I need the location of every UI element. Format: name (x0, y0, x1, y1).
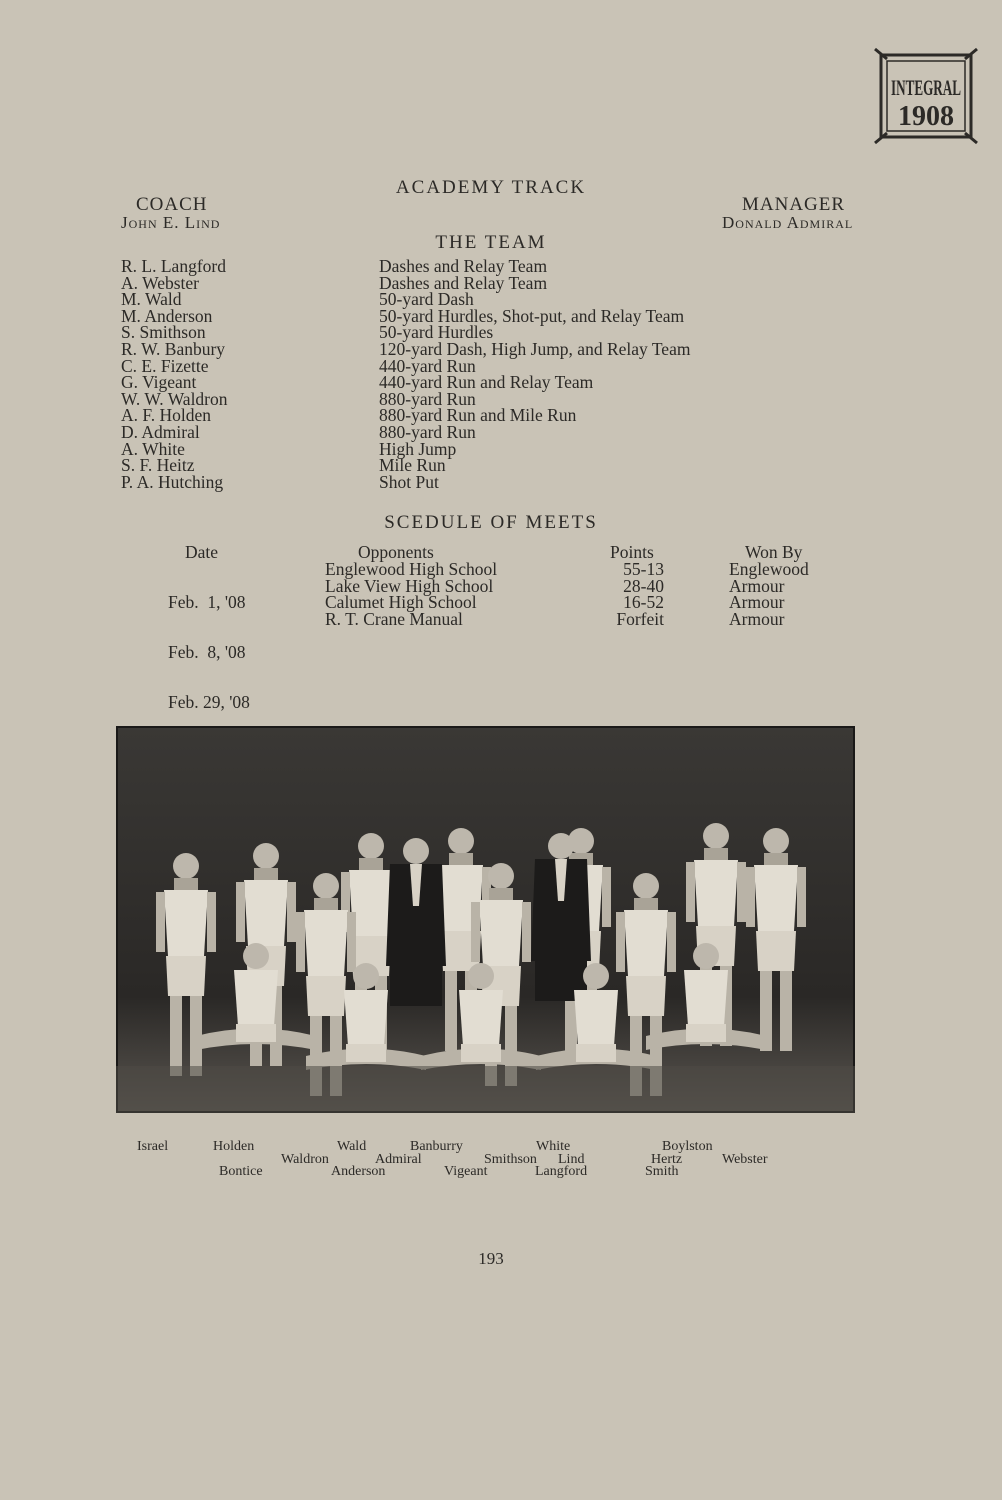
page-heading: ACADEMY TRACK (395, 177, 587, 198)
schedule-winner: Armour (729, 575, 785, 596)
team-member-event: 880-yard Run (379, 388, 476, 409)
schedule-date: Feb. 29, '08 (168, 691, 250, 712)
team-member-event: Dashes and Relay Team (379, 272, 548, 293)
team-photograph (116, 726, 855, 1113)
caption-name: Banburry (410, 1139, 463, 1154)
team-member-name: A. F. Holden (121, 405, 211, 426)
caption-name: Boylston (662, 1139, 713, 1154)
manager-label: MANAGER (742, 194, 846, 215)
team-names-column (121, 258, 228, 490)
caption-name: Langford (535, 1164, 588, 1179)
team-member-name: A. Webster (121, 272, 199, 293)
caption-name: Lind (558, 1152, 585, 1167)
team-member-name: R. L. Langford (121, 256, 226, 276)
team-member-event: High Jump (379, 438, 457, 459)
team-member-name: S. Smithson (121, 322, 206, 343)
schedule-winner-column (729, 561, 809, 627)
integral-1908-logo (873, 47, 979, 145)
schedule-points: 16-52 (623, 592, 664, 613)
caption-name: Admiral (375, 1152, 422, 1167)
caption-name: Bontice (219, 1164, 263, 1179)
team-member-event: Dashes and Relay Team (379, 256, 548, 276)
caption-name: Wald (337, 1139, 367, 1154)
team-member-name: A. White (121, 438, 185, 459)
team-member-name: W. W. Waldron (121, 388, 228, 409)
team-member-name: G. Vigeant (121, 372, 197, 393)
team-member-event: 50-yard Hurdles, Shot-put, and Relay Team (379, 305, 685, 326)
team-member-name: M. Anderson (121, 305, 213, 326)
team-member-event: 440-yard Run (379, 355, 476, 376)
team-member-event: Shot Put (379, 471, 439, 492)
coach-label: COACH (136, 194, 208, 215)
schedule-header-date: Date (185, 542, 219, 562)
schedule-date: Feb. 8, '08 (168, 641, 246, 662)
schedule-points: 28-40 (623, 575, 664, 596)
logo-line2: 1908 (898, 101, 954, 132)
team-member-name: R. W. Banbury (121, 338, 226, 359)
schedule-heading: SCEDULE OF MEETS (384, 512, 598, 533)
page-number: 193 (478, 1249, 504, 1268)
caption-name: Vigeant (444, 1164, 488, 1179)
team-member-event: 880-yard Run and Mile Run (379, 405, 577, 426)
logo-line1: INTEGRAL (891, 75, 961, 100)
team-member-name: P. A. Hutching (121, 471, 224, 492)
schedule-opponent: Calumet High School (325, 592, 477, 613)
team-member-event: Mile Run (379, 455, 446, 476)
schedule-opponent: R. T. Crane Manual (325, 608, 463, 629)
team-member-event: 120-yard Dash, High Jump, and Relay Team (379, 338, 691, 359)
team-member-name: D. Admiral (121, 421, 200, 442)
schedule-header-points: Points (610, 542, 654, 562)
schedule-winner: Armour (729, 592, 785, 613)
caption-name: Smith (645, 1164, 679, 1179)
schedule-opponent: Lake View High School (325, 575, 494, 596)
schedule-header-opponents: Opponents (358, 542, 434, 562)
team-member-event: 50-yard Hurdles (379, 322, 494, 343)
caption-name: Israel (137, 1139, 169, 1154)
schedule-date: Feb. 1, '08 (168, 592, 246, 613)
schedule-opponents-column (325, 561, 497, 627)
schedule-opponent: Englewood High School (325, 559, 498, 579)
team-member-name: M. Wald (121, 289, 182, 310)
coach-name: John E. Lind (121, 213, 221, 232)
team-heading: THE TEAM (435, 232, 547, 253)
schedule-points: Forfeit (616, 608, 664, 629)
team-member-event: 880-yard Run (379, 421, 476, 442)
caption-name: Holden (213, 1139, 255, 1154)
schedule-points-column (600, 561, 664, 627)
caption-name: Waldron (281, 1152, 329, 1167)
manager-name: Donald Admiral (722, 213, 854, 232)
schedule-winner: Englewood (729, 559, 809, 579)
team-member-event: 440-yard Run and Relay Team (379, 372, 594, 393)
caption-name: Webster (722, 1152, 768, 1167)
team-member-event: 50-yard Dash (379, 289, 474, 310)
caption-name: Anderson (331, 1164, 386, 1179)
caption-name: White (536, 1139, 571, 1154)
schedule-points: 55-13 (623, 559, 664, 579)
team-member-name: S. F. Heitz (121, 455, 195, 476)
team-events-column (379, 258, 690, 490)
team-member-name: C. E. Fizette (121, 355, 209, 376)
schedule-header-won-by: Won By (745, 542, 803, 562)
schedule-winner: Armour (729, 608, 785, 629)
caption-name: Smithson (484, 1152, 537, 1167)
caption-name: Hertz (651, 1152, 683, 1167)
